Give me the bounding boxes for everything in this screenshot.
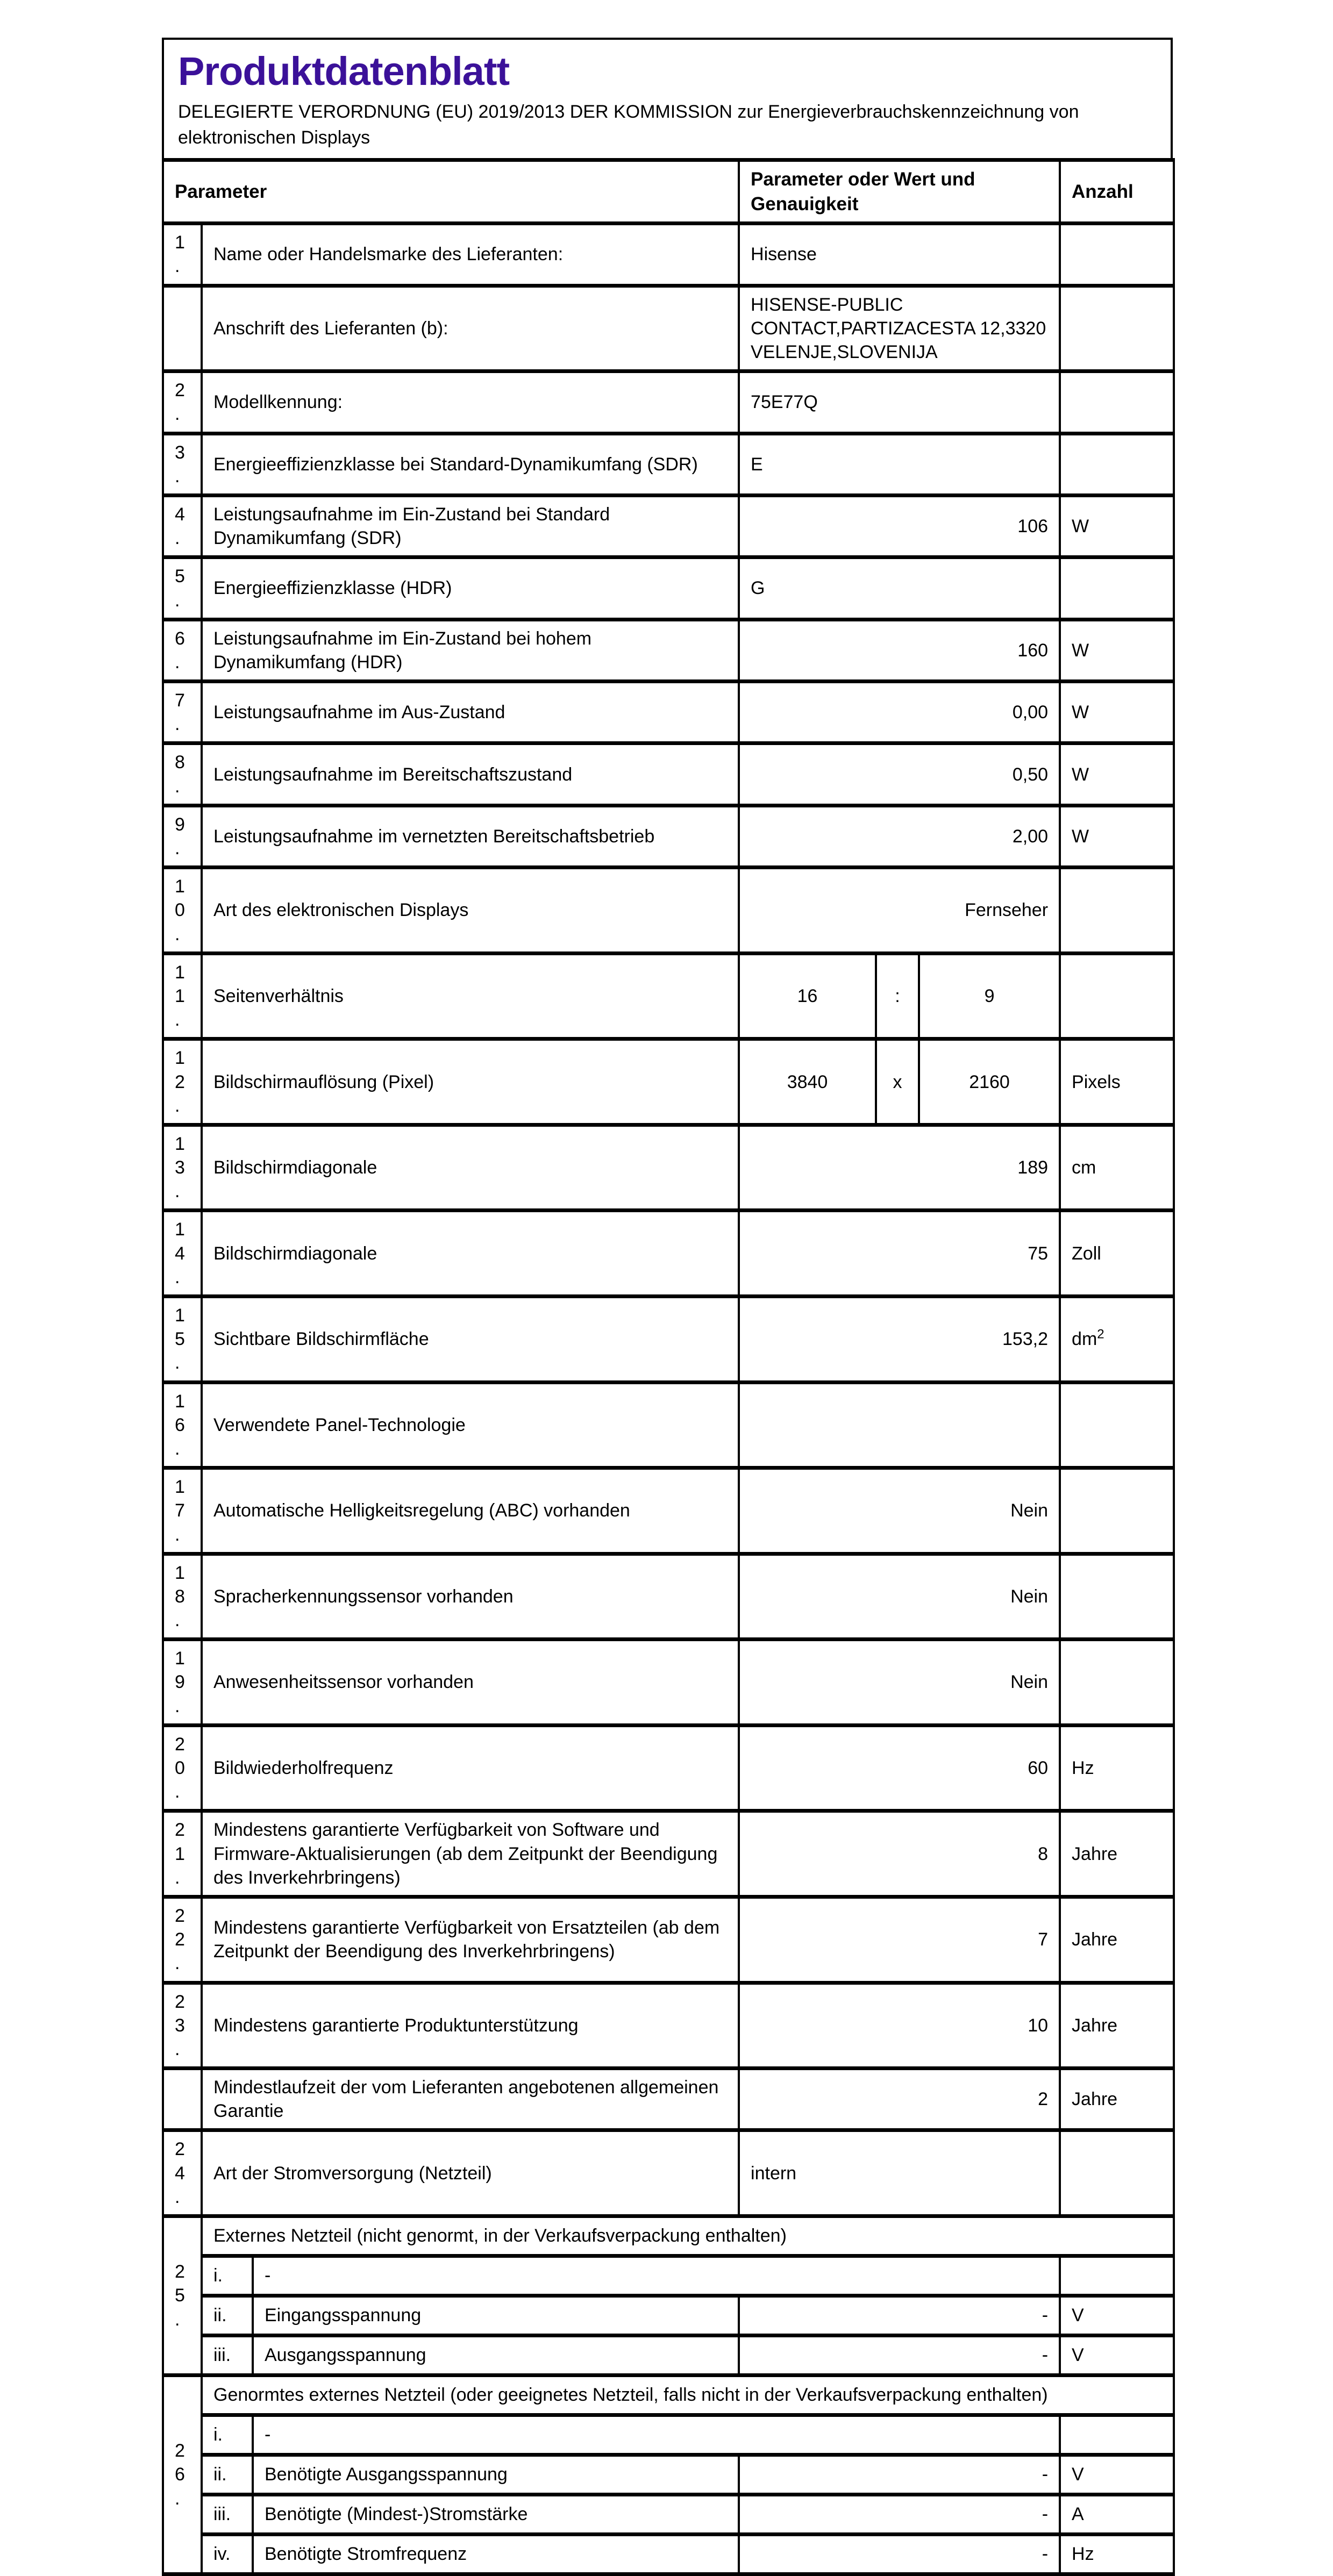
row-number <box>163 2069 202 2130</box>
parameter-label: Automatische Helligkeitsregelung (ABC) vorhanden <box>202 1468 739 1554</box>
row-number <box>163 285 202 371</box>
unit <box>1060 2130 1174 2216</box>
parameter-value: - <box>739 2336 1060 2375</box>
sub-row-number: iv. <box>202 2535 253 2574</box>
parameter-value: 189 <box>739 1125 1060 1211</box>
parameter-value: E <box>739 433 1060 495</box>
parameter-label: Benötigte Stromfrequenz <box>253 2535 739 2574</box>
parameter-value: Nein <box>739 1554 1060 1640</box>
parameter-value: HISENSE-PUBLIC CONTACT,PARTIZACESTA 12,3320 VELENJE,SLOVENIJA <box>739 285 1060 371</box>
unit <box>1060 1554 1174 1640</box>
table-row <box>163 1983 1174 2069</box>
table-row <box>163 557 1174 619</box>
sub-row-number: iii. <box>202 2336 253 2375</box>
unit: Hz <box>1060 2535 1174 2574</box>
row-number: 18. <box>163 1554 202 1640</box>
parameter-label: Mindestens garantierte Verfügbarkeit von Software und Firmware-Aktualisierungen (ab dem Zeitpunkt der Beendigung des Inverkehrbringens) <box>202 1811 739 1897</box>
unit: W <box>1060 619 1174 681</box>
row-number: 3. <box>163 433 202 495</box>
table-row <box>163 1468 1174 1554</box>
table-row <box>163 619 1174 681</box>
parameter-value: Nein <box>739 1640 1060 1726</box>
parameter-label: Art der Stromversorgung (Netzteil) <box>202 2130 739 2216</box>
unit <box>1060 224 1174 285</box>
unit: cm <box>1060 1125 1174 1211</box>
row-number: 6. <box>163 619 202 681</box>
aspect-width-value: 16 <box>739 953 876 1039</box>
datasheet-page <box>162 38 1173 2576</box>
table-sub-row <box>163 2455 1174 2495</box>
section-label: Externes Netzteil (nicht genormt, in der Verkaufsverpackung enthalten) <box>202 2216 1174 2256</box>
parameter-label: Mindestlaufzeit der vom Lieferanten angebotenen allgemeinen Garantie <box>202 2069 739 2130</box>
table-row <box>163 1297 1174 1383</box>
row-number: 12. <box>163 1039 202 1125</box>
parameter-label: Anschrift des Lieferanten (b): <box>202 285 739 371</box>
unit <box>1060 1640 1174 1726</box>
table-row <box>163 371 1174 433</box>
parameter-value: intern <box>739 2130 1060 2216</box>
parameter-label: Leistungsaufnahme im Aus-Zustand <box>202 682 739 743</box>
unit: V <box>1060 2296 1174 2336</box>
sub-row-number: i. <box>202 2415 253 2455</box>
table-sub-row <box>163 2296 1174 2336</box>
unit <box>1060 1468 1174 1554</box>
parameter-value: 10 <box>739 1983 1060 2069</box>
row-number: 17. <box>163 1468 202 1554</box>
unit: Zoll <box>1060 1211 1174 1297</box>
header-count: Anzahl <box>1060 160 1174 224</box>
parameter-label: Leistungsaufnahme im Ein-Zustand bei Standard Dynamikumfang (SDR) <box>202 495 739 557</box>
table-section-row <box>163 2375 1174 2415</box>
parameter-label: Leistungsaufnahme im vernetzten Bereitschaftsbetrieb <box>202 805 739 867</box>
unit: Jahre <box>1060 1983 1174 2069</box>
sub-row-number: i. <box>202 2256 253 2296</box>
parameter-label: Leistungsaufnahme im Ein-Zustand bei hohem Dynamikumfang (HDR) <box>202 619 739 681</box>
unit: W <box>1060 805 1174 867</box>
parameter-label: Sichtbare Bildschirmfläche <box>202 1297 739 1383</box>
row-number: 19. <box>163 1640 202 1726</box>
table-sub-row <box>163 2535 1174 2574</box>
parameter-label: Eingangsspannung <box>253 2296 739 2336</box>
parameter-value: 7 <box>739 1897 1060 1983</box>
unit: A <box>1060 2495 1174 2535</box>
parameter-value: - <box>739 2455 1060 2495</box>
parameter-label: Bildwiederholfrequenz <box>202 1725 739 1811</box>
table-sub-row <box>163 2415 1174 2455</box>
parameter-label: Bildschirmdiagonale <box>202 1125 739 1211</box>
header-parameter: Parameter <box>163 160 739 224</box>
parameter-value: 106 <box>739 495 1060 557</box>
unit <box>1060 285 1174 371</box>
unit: Jahre <box>1060 1897 1174 1983</box>
table-row <box>163 1725 1174 1811</box>
header-value: Parameter oder Wert und Genauigkeit <box>739 160 1060 224</box>
resolution-height-value: 2160 <box>919 1039 1060 1125</box>
unit: Hz <box>1060 1725 1174 1811</box>
unit: W <box>1060 495 1174 557</box>
row-number: 13. <box>163 1125 202 1211</box>
product-data-table <box>162 158 1175 2576</box>
parameter-value: - <box>739 2495 1060 2535</box>
parameter-label: Benötigte Ausgangsspannung <box>253 2455 739 2495</box>
parameter-label: Bildschirmauflösung (Pixel) <box>202 1039 739 1125</box>
unit: Jahre <box>1060 1811 1174 1897</box>
row-number: 26. <box>163 2375 202 2574</box>
parameter-label: Name oder Handelsmarke des Lieferanten: <box>202 224 739 285</box>
row-number: 21. <box>163 1811 202 1897</box>
table-row <box>163 682 1174 743</box>
table-header-row <box>163 160 1174 224</box>
parameter-value: - <box>253 2415 1060 2455</box>
parameter-value: 60 <box>739 1725 1060 1811</box>
parameter-label: Spracherkennungssensor vorhanden <box>202 1554 739 1640</box>
unit <box>1060 2256 1174 2296</box>
unit: dm <box>1072 1329 1097 1350</box>
unit: Jahre <box>1060 2069 1174 2130</box>
row-number: 22. <box>163 1897 202 1983</box>
parameter-value: 2 <box>739 2069 1060 2130</box>
row-number: 15. <box>163 1297 202 1383</box>
table-row-resolution <box>163 1039 1174 1125</box>
table-row <box>163 285 1174 371</box>
row-number: 5. <box>163 557 202 619</box>
parameter-value: Hisense <box>739 224 1060 285</box>
unit <box>1060 868 1174 954</box>
parameter-value: 75E77Q <box>739 371 1060 433</box>
parameter-value: Fernseher <box>739 868 1060 954</box>
row-number: 11. <box>163 953 202 1039</box>
parameter-value: 0,00 <box>739 682 1060 743</box>
table-row-aspect-ratio <box>163 953 1174 1039</box>
unit <box>1060 433 1174 495</box>
parameter-value: - <box>739 2296 1060 2336</box>
row-number: 4. <box>163 495 202 557</box>
table-section-row <box>163 2216 1174 2256</box>
row-number: 23. <box>163 1983 202 2069</box>
unit: Pixels <box>1060 1039 1174 1125</box>
resolution-separator: x <box>876 1039 919 1125</box>
parameter-value: - <box>253 2256 1060 2296</box>
table-sub-row <box>163 2336 1174 2375</box>
unit <box>1060 557 1174 619</box>
table-row <box>163 1897 1174 1983</box>
table-row <box>163 2130 1174 2216</box>
parameter-label: Leistungsaufnahme im Bereitschaftszustand <box>202 743 739 805</box>
parameter-value: Nein <box>739 1468 1060 1554</box>
page-title: Produktdatenblatt <box>178 49 510 94</box>
aspect-separator: : <box>876 953 919 1039</box>
table-sub-row <box>163 2256 1174 2296</box>
table-row <box>163 868 1174 954</box>
row-number: 16. <box>163 1382 202 1468</box>
parameter-label: Verwendete Panel-Technologie <box>202 1382 739 1468</box>
parameter-label: Mindestens garantierte Verfügbarkeit von Ersatzteilen (ab dem Zeitpunkt der Beendigung des Inverkehrbringens) <box>202 1897 739 1983</box>
table-row <box>163 1811 1174 1897</box>
row-number: 10. <box>163 868 202 954</box>
row-number: 14. <box>163 1211 202 1297</box>
parameter-value: G <box>739 557 1060 619</box>
section-label: Genormtes externes Netzteil (oder geeignetes Netzteil, falls nicht in der Verkaufsverpackung enthalten) <box>202 2375 1174 2415</box>
page-subtitle: DELEGIERTE VERORDNUNG (EU) 2019/2013 DER KOMMISSION zur Energieverbrauchskennzeichnung von elektronischen Displays <box>178 102 1079 148</box>
parameter-value: - <box>739 2535 1060 2574</box>
table-sub-row <box>163 2495 1174 2535</box>
table-row <box>163 1125 1174 1211</box>
parameter-label: Bildschirmdiagonale <box>202 1211 739 1297</box>
row-number: 24. <box>163 2130 202 2216</box>
table-row <box>163 433 1174 495</box>
parameter-label: Benötigte (Mindest-)Stromstärke <box>253 2495 739 2535</box>
unit <box>1060 2415 1174 2455</box>
table-row <box>163 1382 1174 1468</box>
row-number: 7. <box>163 682 202 743</box>
unit: W <box>1060 682 1174 743</box>
row-number: 1. <box>163 224 202 285</box>
table-row <box>163 805 1174 867</box>
parameter-label: Ausgangsspannung <box>253 2336 739 2375</box>
table-row <box>163 1554 1174 1640</box>
unit-squared-decimeters <box>1060 1297 1174 1383</box>
sub-row-number: iii. <box>202 2495 253 2535</box>
parameter-value: 160 <box>739 619 1060 681</box>
unit: V <box>1060 2455 1174 2495</box>
table-row <box>163 743 1174 805</box>
unit <box>1060 953 1174 1039</box>
parameter-label: Modellkennung: <box>202 371 739 433</box>
sub-row-number: ii. <box>202 2455 253 2495</box>
unit: W <box>1060 743 1174 805</box>
unit <box>1060 371 1174 433</box>
sub-row-number: ii. <box>202 2296 253 2336</box>
parameter-value: 8 <box>739 1811 1060 1897</box>
parameter-label: Energieeffizienzklasse bei Standard-Dynamikumfang (SDR) <box>202 433 739 495</box>
table-row <box>163 1211 1174 1297</box>
unit-exponent: 2 <box>1097 1327 1104 1342</box>
unit: V <box>1060 2336 1174 2375</box>
row-number: 9. <box>163 805 202 867</box>
aspect-height-value: 9 <box>919 953 1060 1039</box>
parameter-label: Art des elektronischen Displays <box>202 868 739 954</box>
title-box <box>162 38 1173 158</box>
row-number: 8. <box>163 743 202 805</box>
parameter-value: 2,00 <box>739 805 1060 867</box>
parameter-value <box>739 1382 1060 1468</box>
table-row <box>163 224 1174 285</box>
table-row <box>163 495 1174 557</box>
resolution-width-value: 3840 <box>739 1039 876 1125</box>
row-number: 2. <box>163 371 202 433</box>
row-number: 25. <box>163 2216 202 2375</box>
parameter-label: Seitenverhältnis <box>202 953 739 1039</box>
parameter-value: 75 <box>739 1211 1060 1297</box>
parameter-value: 0,50 <box>739 743 1060 805</box>
unit <box>1060 1382 1174 1468</box>
parameter-label: Energieeffizienzklasse (HDR) <box>202 557 739 619</box>
table-row <box>163 2069 1174 2130</box>
parameter-label: Mindestens garantierte Produktunterstützung <box>202 1983 739 2069</box>
table-row <box>163 1640 1174 1726</box>
parameter-label: Anwesenheitssensor vorhanden <box>202 1640 739 1726</box>
row-number: 20. <box>163 1725 202 1811</box>
parameter-value: 153,2 <box>739 1297 1060 1383</box>
